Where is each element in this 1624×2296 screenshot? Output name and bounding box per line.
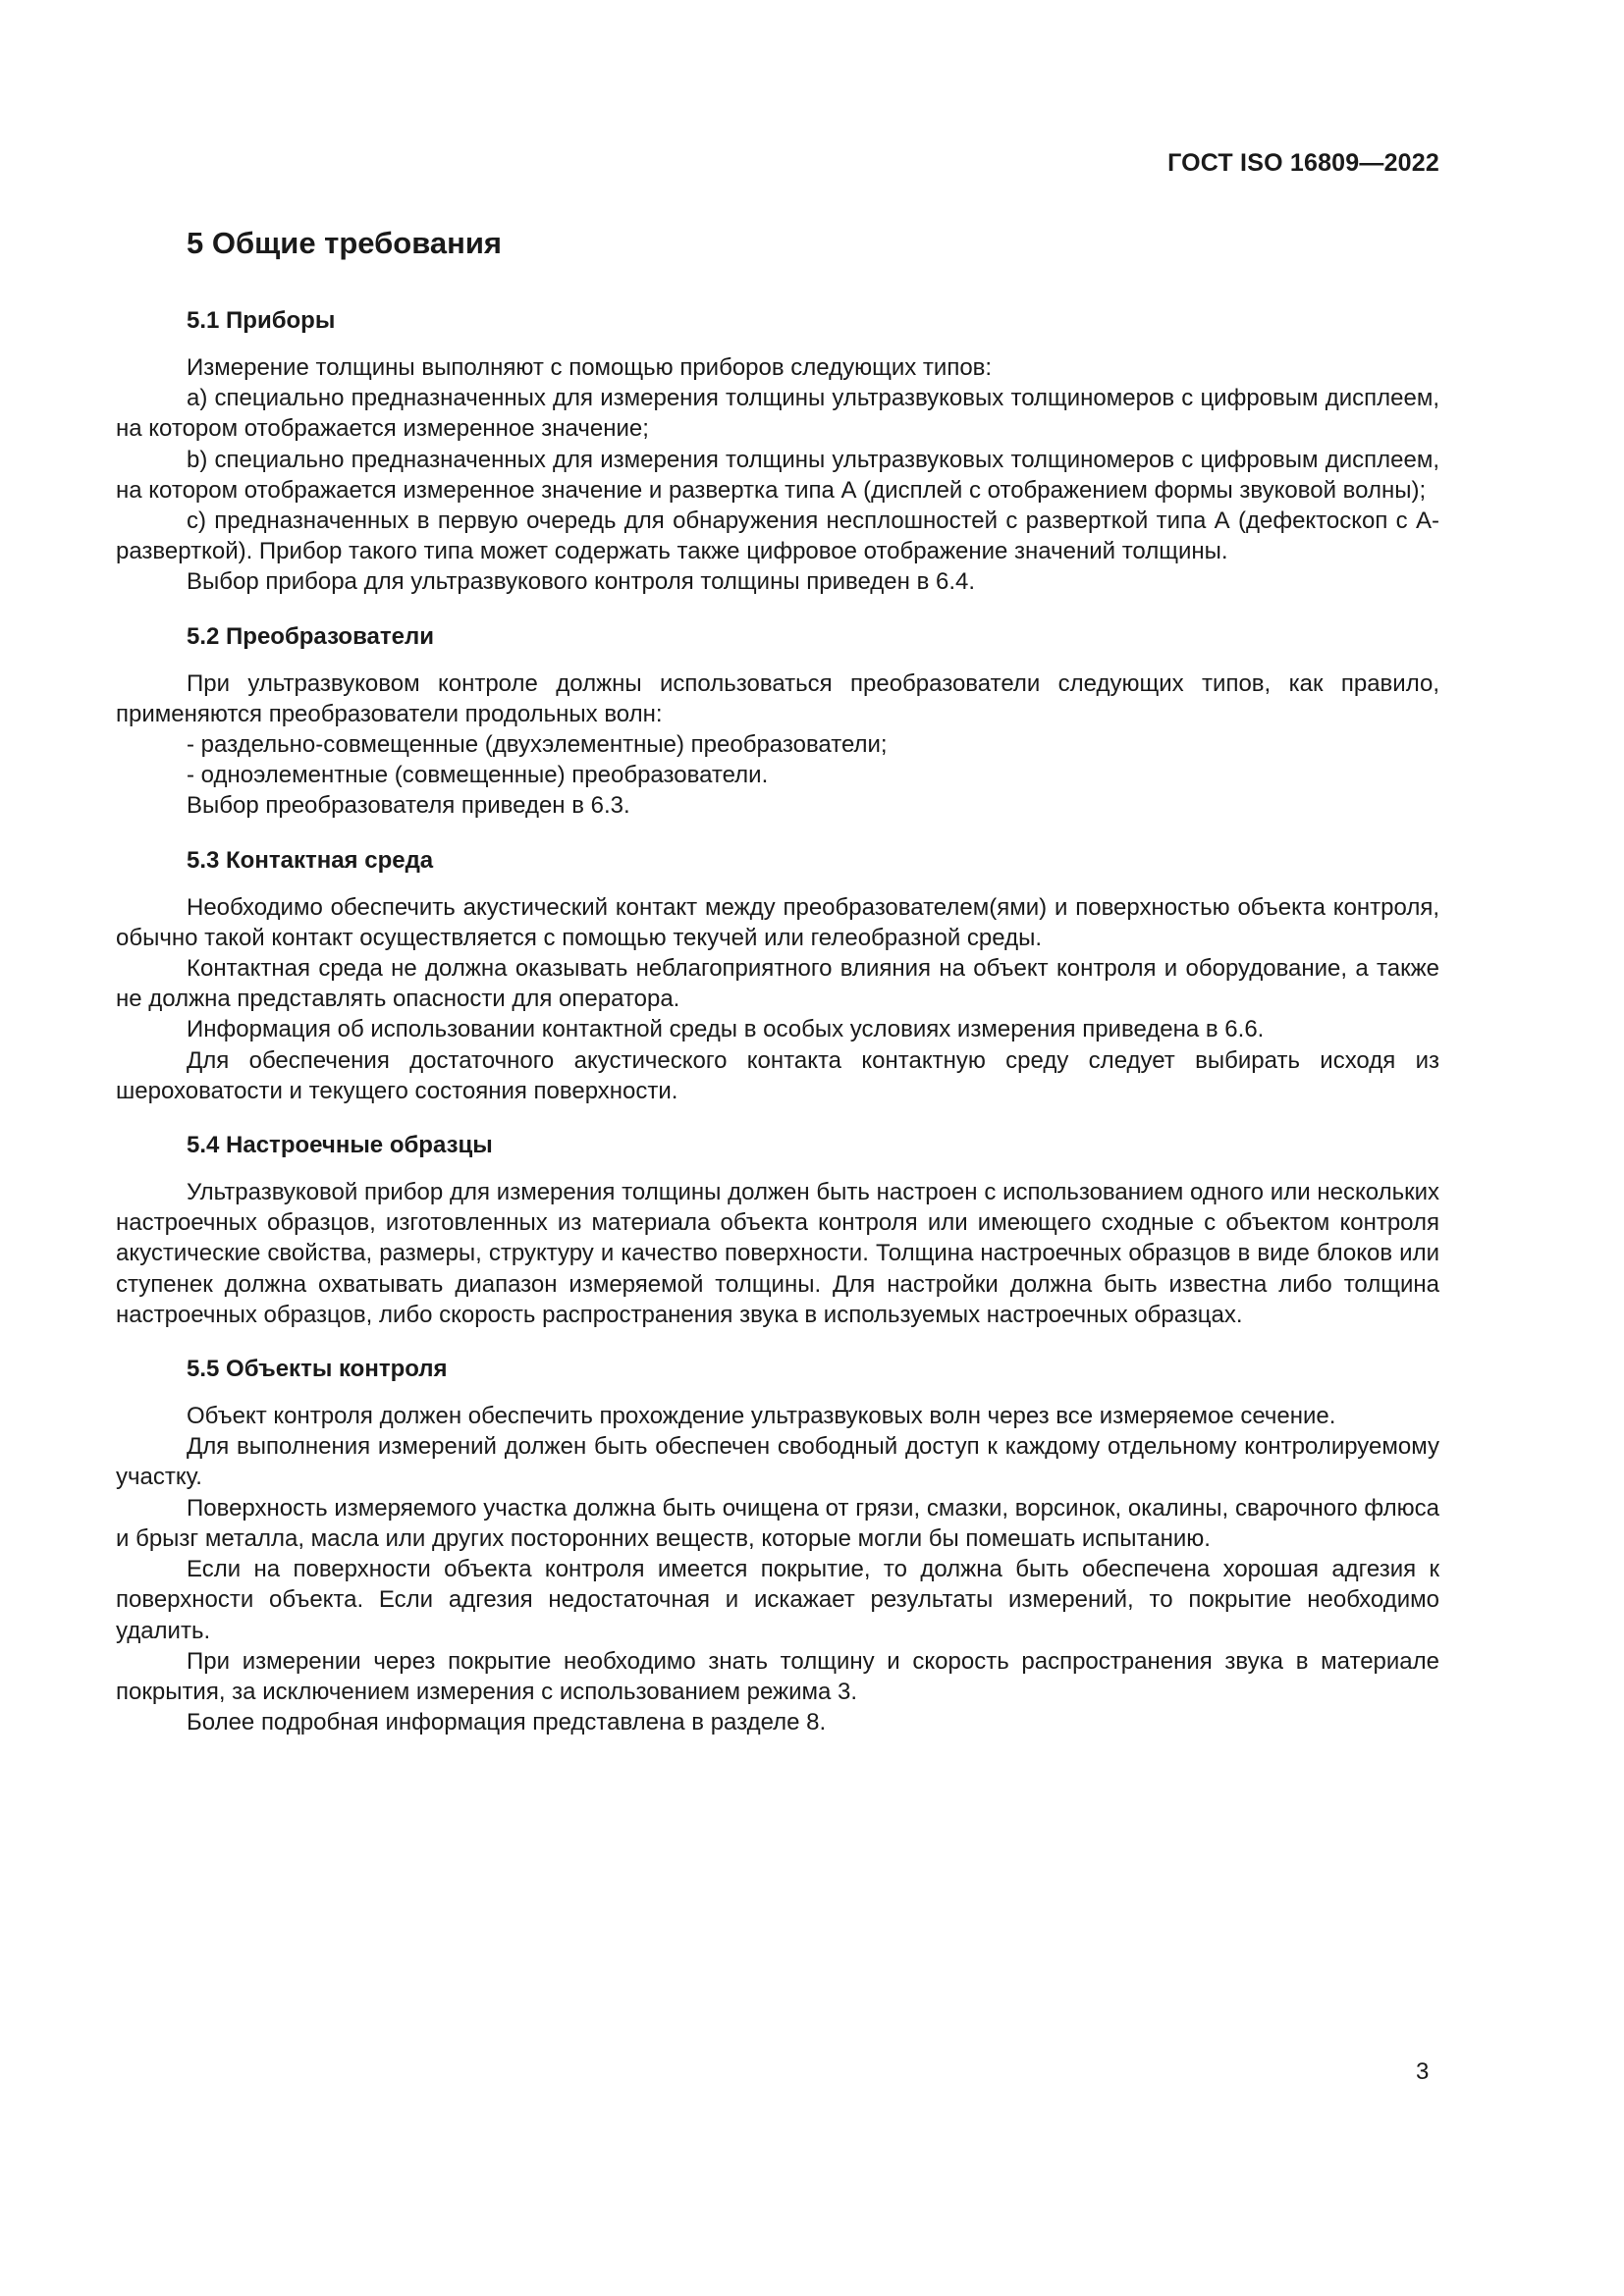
subsection-test-objects <box>116 1355 1439 1737</box>
paragraph: Измерение толщины выполняют с помощью приборов следующих типов: <box>187 354 993 381</box>
section-title: 5 Общие требования <box>187 226 502 260</box>
paragraph: Если на поверхности объекта контроля имеется покрытие, то должна быть обеспечена хорошая адгезия к поверхности объекта. Если адгезия недостаточная и искажает результаты измерений, то покрытие необходимо удалить. <box>116 1556 1439 1644</box>
subsection-title: 5.5 Объекты контроля <box>187 1356 448 1383</box>
paragraph: При ультразвуковом контроле должны использоваться преобразователи следующих типов, как правило, применяются преобразователи продольных волн: <box>116 669 1439 727</box>
paragraph: Выбор преобразователя приведен в 6.3. <box>187 792 630 820</box>
paragraph: Ультразвуковой прибор для измерения толщины должен быть настроен с использованием одного или нескольких настроечных образцов, изготовленных из материала объекта контроля или имеющего сходные с объектом контроля акустические свойства, размеры, структуру и качество поверхности. Толщина настроечных образцов в виде блоков или ступенек должна охватывать диапазон измеряемой толщины. Для настройки должна быть известна либо толщина настроечных образцов, либо скорость распространения звука в используемых настроечных образцах. <box>116 1179 1439 1328</box>
paragraph: Информация об использовании контактной среды в особых условиях измерения приведена в 6.6. <box>187 1016 1265 1043</box>
paragraph: Для обеспечения достаточного акустического контакта контактную среду следует выбирать исходя из шероховатости и текущего состояния поверхности. <box>116 1046 1439 1104</box>
subsection-title: 5.1 Приборы <box>187 307 336 334</box>
paragraph: Более подробная информация представлена в разделе 8. <box>187 1709 827 1736</box>
page-content <box>116 224 1439 1737</box>
subsection-title: 5.3 Контактная среда <box>187 846 434 874</box>
paragraph: Поверхность измеряемого участка должна быть очищена от грязи, смазки, ворсинок, окалины, сварочного флюса и брызг металла, масла или других посторонних веществ, которые могли бы помешать испытанию. <box>116 1494 1439 1552</box>
subsection-transducers <box>116 622 1439 822</box>
dash-list-item: - одноэлементные (совмещенные) преобразователи. <box>187 762 769 789</box>
list-item-c: c) предназначенных в первую очередь для обнаружения несплошностей с разверткой типа А (дефектоскоп с А-разверткой). Прибор такого типа может содержать также цифровое отображение значений толщины. <box>116 507 1439 565</box>
paragraph: При измерении через покрытие необходимо знать толщину и скорость распространения звука в материале покрытия, за исключением измерения с использованием режима 3. <box>116 1647 1439 1705</box>
page-number: 3 <box>1416 2058 1430 2085</box>
subsection-title: 5.2 Преобразователи <box>187 622 434 650</box>
subsection-title: 5.4 Настроечные образцы <box>187 1132 493 1159</box>
paragraph: Выбор прибора для ультразвукового контроля толщины приведен в 6.4. <box>187 568 976 596</box>
paragraph: Объект контроля должен обеспечить прохождение ультразвуковых волн через все измеряемое сечение. <box>187 1403 1336 1430</box>
subsection-reference-blocks <box>116 1131 1439 1330</box>
list-item-b: b) специально предназначенных для измерения толщины ультразвуковых толщиномеров с цифровым дисплеем, на котором отображается измеренное значение и развертка типа А (дисплей с отображением формы звуковой волны); <box>116 446 1439 504</box>
list-item-a: a) специально предназначенных для измерения толщины ультразвуковых толщиномеров с цифровым дисплеем, на котором отображается измеренное значение; <box>116 385 1439 443</box>
paragraph: Контактная среда не должна оказывать неблагоприятного влияния на объект контроля и оборудование, а также не должна представлять опасности для оператора. <box>116 955 1439 1013</box>
subsection-instruments <box>116 306 1439 598</box>
paragraph: Необходимо обеспечить акустический контакт между преобразователем(ями) и поверхностью объекта контроля, обычно такой контакт осуществляется с помощью текучей или гелеобразной среды. <box>116 893 1439 951</box>
document-code-header: ГОСТ ISO 16809—2022 <box>1167 149 1439 177</box>
subsection-couplant <box>116 846 1439 1106</box>
paragraph: Для выполнения измерений должен быть обеспечен свободный доступ к каждому отдельному контролируемому участку. <box>116 1433 1439 1491</box>
dash-list-item: - раздельно-совмещенные (двухэлементные) преобразователи; <box>187 731 888 759</box>
